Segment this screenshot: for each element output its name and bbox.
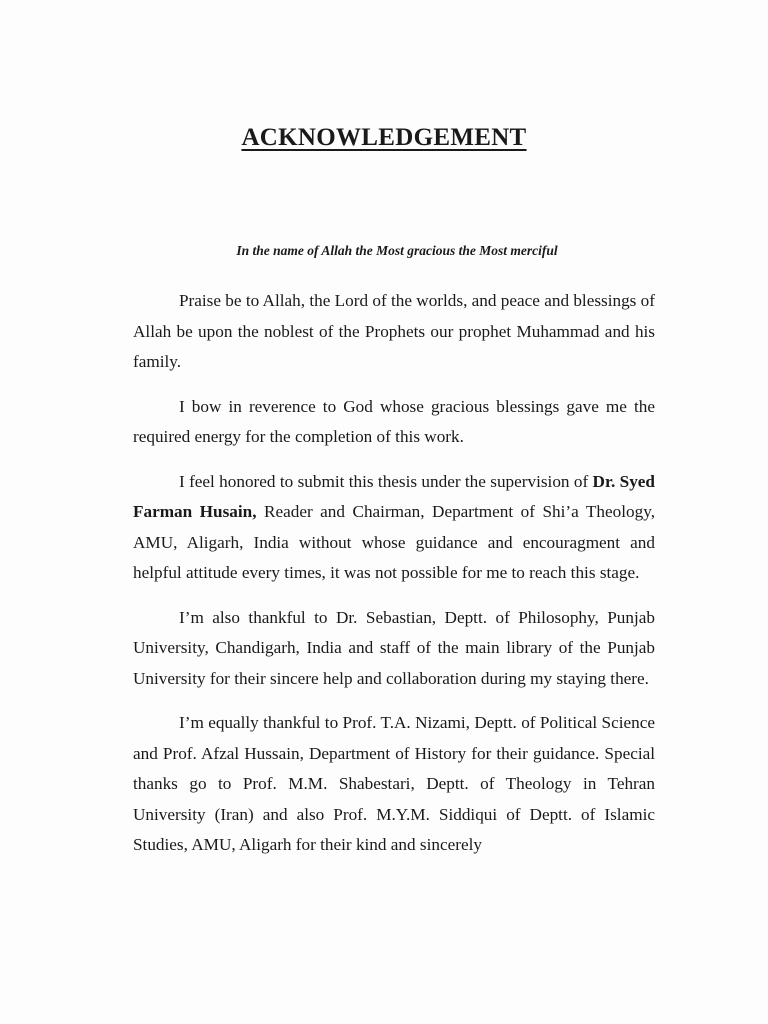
paragraph-professors: I’m equally thankful to Prof. T.A. Nizami, Deptt. of Political Science and Prof. Afzal Hussain, Department of History for their guidance. Special thanks go to Prof. M.M. Shabestari, Deptt. of Theology in Tehran University (Iran) and also Prof. M.Y.M. Siddiqui of Deptt. of Islamic Studies, AMU, Aligarh for their kind and sincerely <box>133 713 655 854</box>
page-title <box>0 124 768 152</box>
page-subtitle: In the name of Allah the Most gracious the Most merciful <box>236 243 558 258</box>
supervisor-name: Dr. Syed Farman Husain, <box>133 471 655 521</box>
paragraph-reverence: I bow in reverence to God whose gracious blessings gave me the required energy for the completion of this work. <box>133 396 655 446</box>
paragraph-supervisor-rest: Reader and Chairman, Department of Shi’a Theology, AMU, Aligarh, India without whose guidance and encouragment and helpful attitude every times, it was not possible for me to reach this stage. <box>133 502 655 582</box>
page-title-text: ACKNOWLEDGEMENT <box>241 124 527 151</box>
paragraph-punjab: I’m also thankful to Dr. Sebastian, Deptt. of Philosophy, Punjab University, Chandigarh, India and staff of the main library of the Punjab University for their sincere help and collaboration during my staying there. <box>133 607 655 688</box>
paragraph-supervisor <box>133 467 655 589</box>
paragraph-supervisor-lead: I feel honored to submit this thesis under the supervision of <box>179 471 593 491</box>
document-body <box>133 286 655 875</box>
paragraph-praise: Praise be to Allah, the Lord of the worlds, and peace and blessings of Allah be upon the noblest of the Prophets our prophet Muhammad and his family. <box>133 291 655 371</box>
